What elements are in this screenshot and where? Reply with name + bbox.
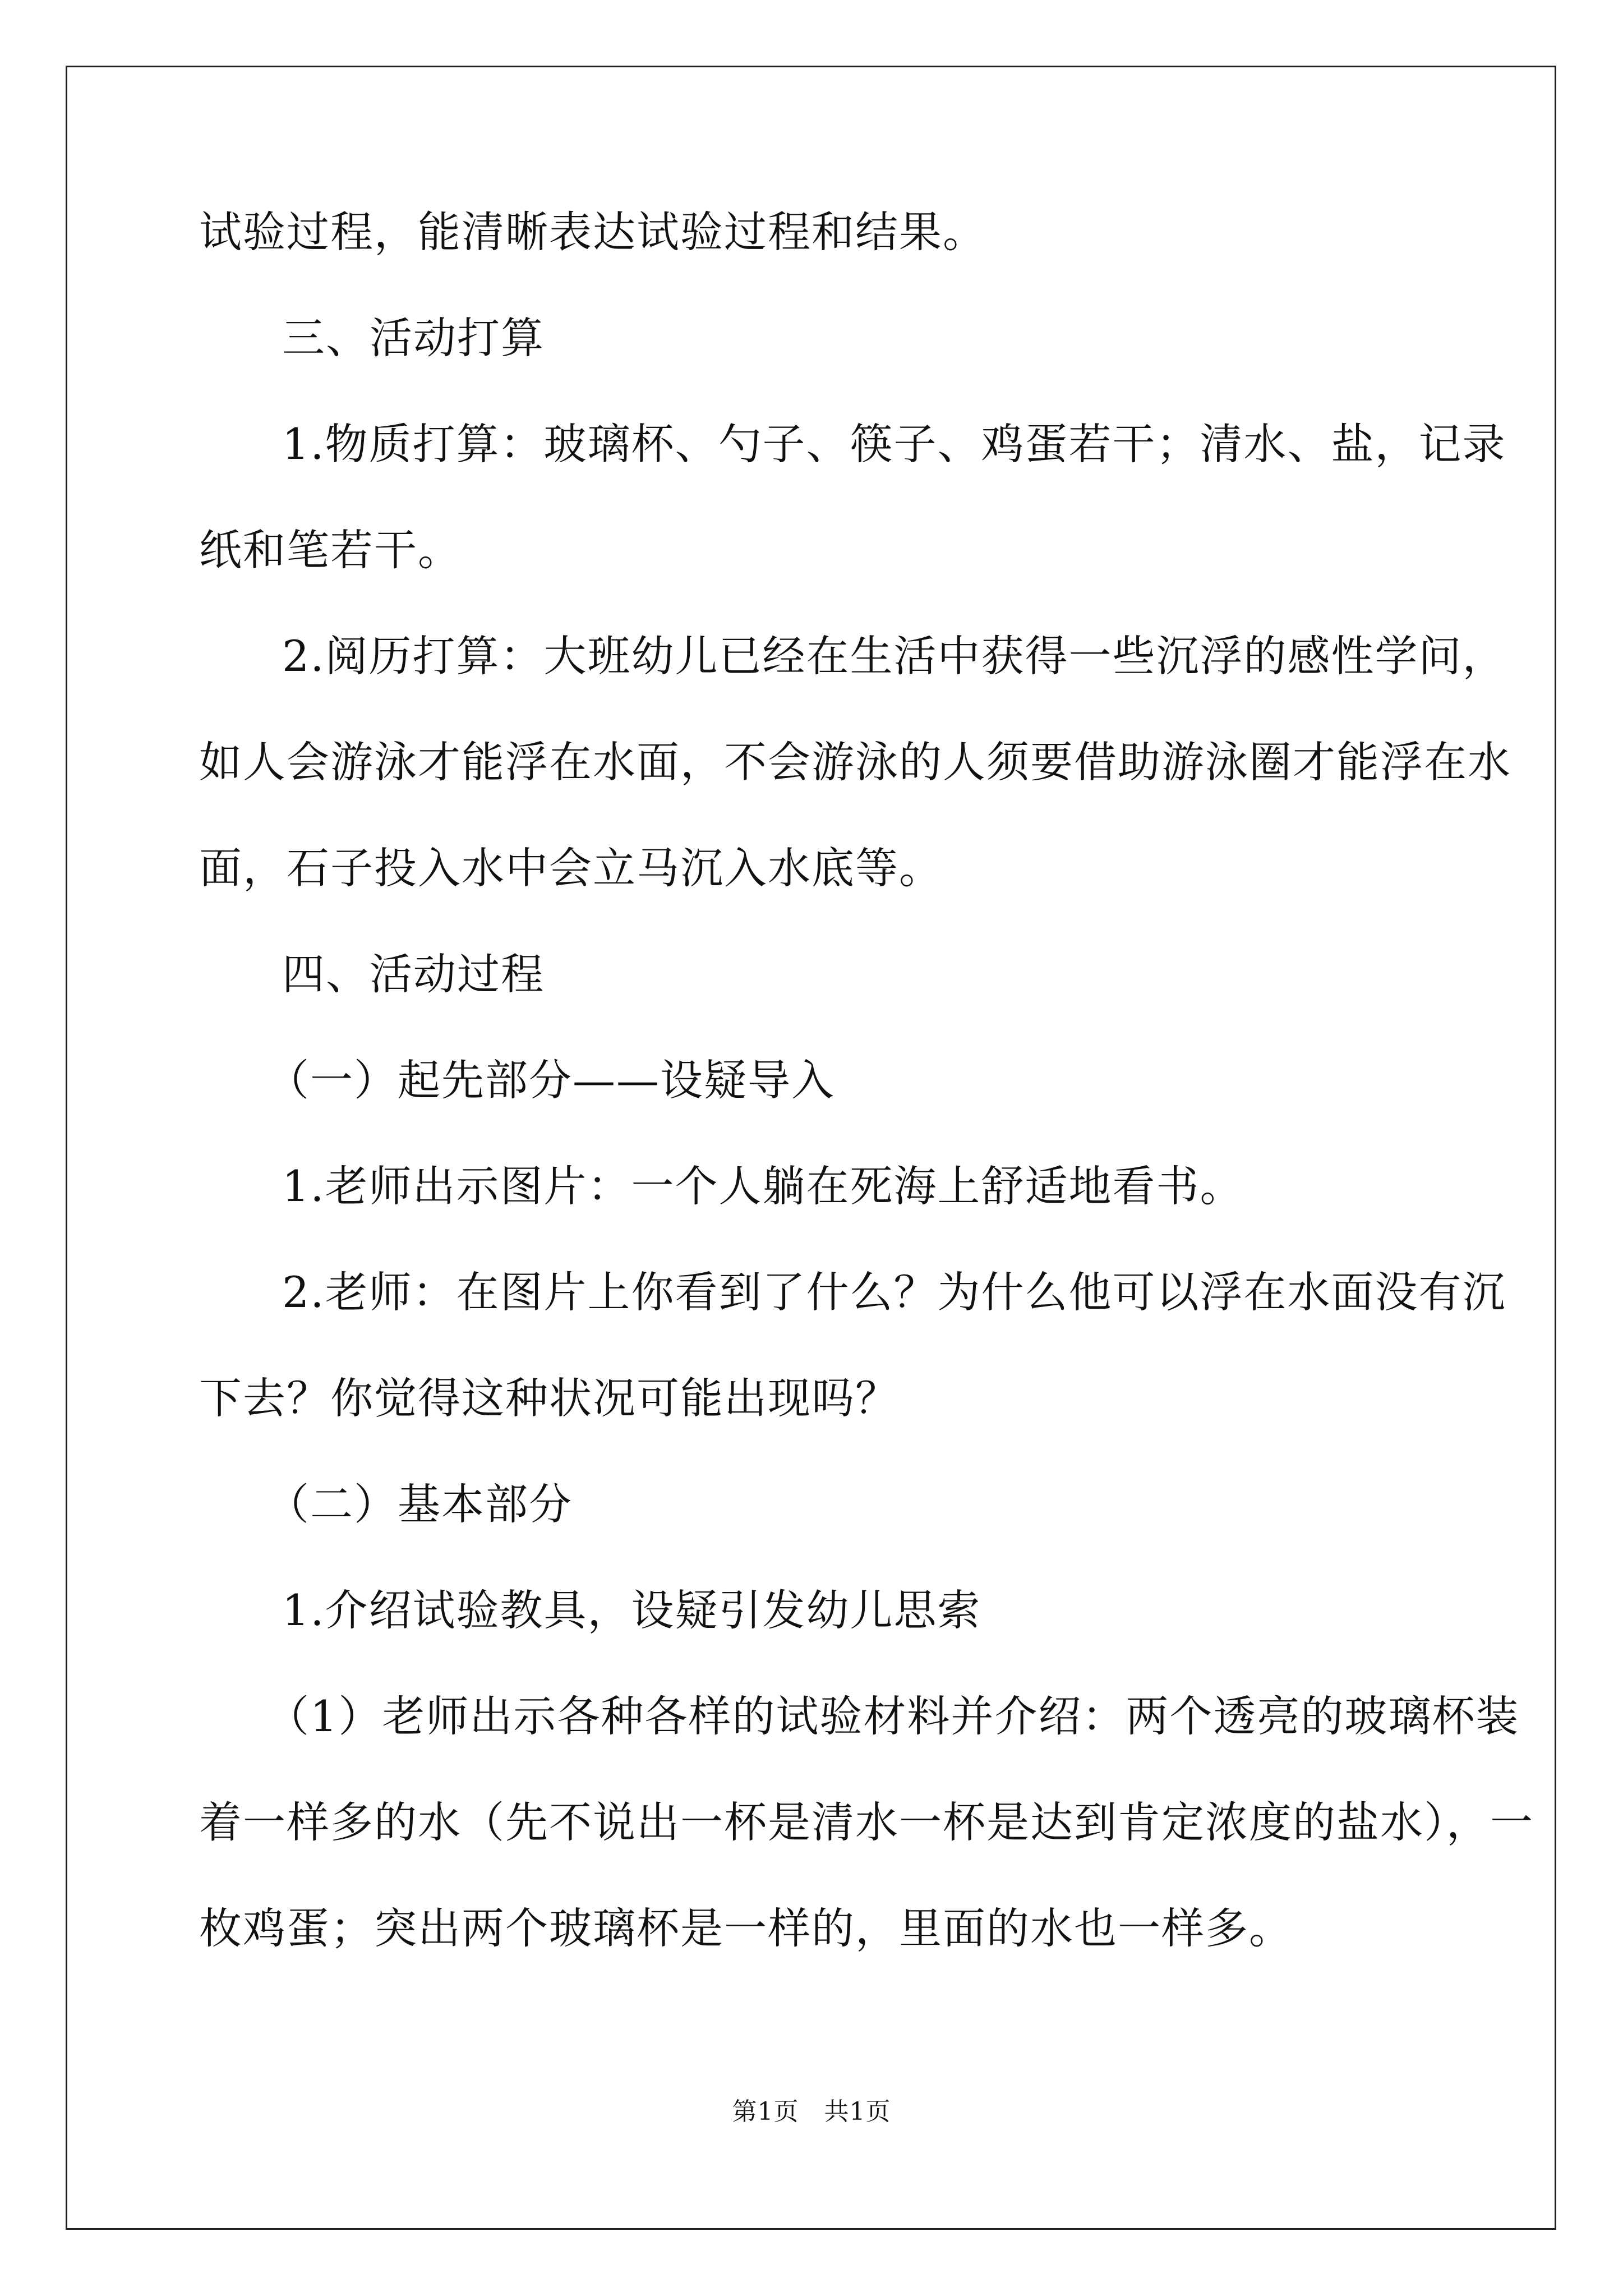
paragraph-line: 1.介绍试验教具，设疑引发幼儿思索 bbox=[282, 1585, 981, 1635]
paragraph-line: 下去？你觉得这种状况可能出现吗？ bbox=[199, 1373, 899, 1423]
paragraph-line: 1.老师出示图片：一个人躺在死海上舒适地看书。 bbox=[282, 1161, 1244, 1211]
section-heading: 四、活动过程 bbox=[282, 949, 545, 999]
paragraph-line: 如人会游泳才能浮在水面，不会游泳的人须要借助游泳圈才能浮在水 bbox=[199, 737, 1511, 787]
paragraph-line: 纸和笔若干。 bbox=[199, 525, 462, 575]
paragraph-line: 1.物质打算：玻璃杯、勺子、筷子、鸡蛋若干；清水、盐，记录 bbox=[282, 419, 1506, 469]
paragraph-line: 试验过程，能清晰表达试验过程和结果。 bbox=[199, 207, 986, 257]
paragraph-line: 2.阅历打算：大班幼儿已经在生活中获得一些沉浮的感性学问， bbox=[282, 631, 1506, 681]
paragraph-line: 面，石子投入水中会立马沉入水底等。 bbox=[199, 843, 943, 893]
paragraph-line: 2.老师：在图片上你看到了什么？为什么他可以浮在水面没有沉 bbox=[282, 1267, 1506, 1317]
page-number-footer: 第1页 共1页 bbox=[732, 2097, 891, 2126]
paragraph-line: 着一样多的水（先不说出一杯是清水一杯是达到肯定浓度的盐水），一 bbox=[199, 1797, 1534, 1847]
subsection-heading: （一）起先部分——设疑导入 bbox=[266, 1055, 835, 1105]
paragraph-line: 枚鸡蛋；突出两个玻璃杯是一样的，里面的水也一样多。 bbox=[199, 1903, 1293, 1953]
section-heading: 三、活动打算 bbox=[282, 313, 545, 363]
paragraph-line: （1）老师出示各种各样的试验材料并介绍：两个透亮的玻璃杯装 bbox=[266, 1691, 1520, 1741]
subsection-heading: （二）基本部分 bbox=[266, 1479, 573, 1529]
